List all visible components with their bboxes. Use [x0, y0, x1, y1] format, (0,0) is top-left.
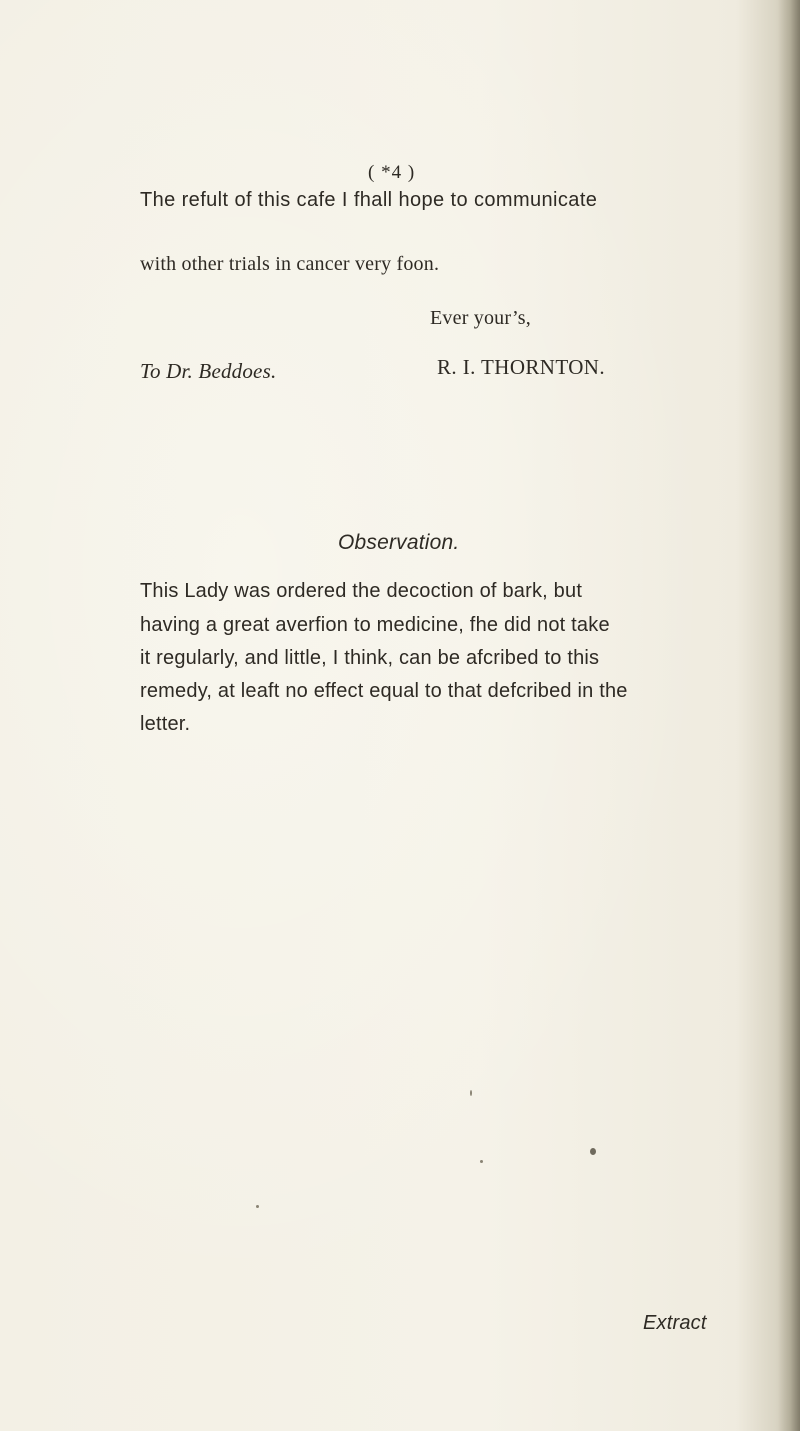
observation-line-3: it regularly, and little, I think, can be afcribed to this [140, 647, 600, 669]
observation-heading: Observation. [338, 531, 460, 554]
letter-line-1: The refult of this cafe I fhall hope to communicate [140, 189, 598, 211]
letter-closing: Ever your’s, [430, 307, 531, 329]
page-edge-shadow [778, 0, 800, 1431]
page-number: ( *4 ) [368, 162, 416, 183]
letter-addressee: To Dr. Beddoes. [140, 359, 277, 383]
letter-line-2: with other trials in cancer very foon. [140, 253, 440, 275]
observation-line-2: having a great averfion to medicine, fhe did not take [140, 614, 610, 636]
paper-speck [256, 1205, 259, 1208]
observation-line-4: remedy, at leaft no effect equal to that defcribed in the [140, 680, 628, 702]
paper-speck [590, 1148, 596, 1155]
paper-speck [470, 1090, 472, 1096]
catchword: Extract [643, 1312, 707, 1334]
letter-signature: R. I. THORNTON. [437, 355, 605, 379]
paper-speck [480, 1160, 483, 1163]
observation-line-1: This Lady was ordered the decoction of bark, but [140, 580, 583, 602]
observation-line-5: letter. [140, 713, 191, 735]
